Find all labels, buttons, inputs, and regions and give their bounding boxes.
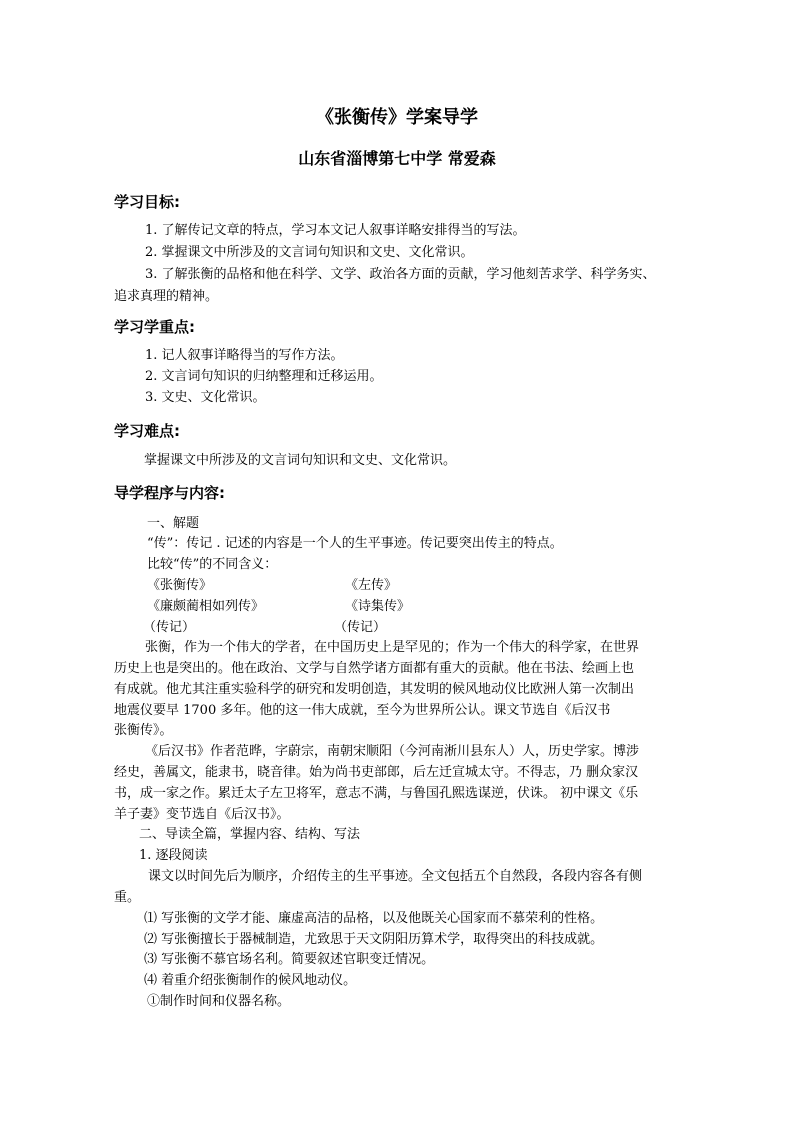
goal-item-1: 1. 了解传记文章的特点，学习本文记人叙事详略安排得当的写法。 — [145, 223, 526, 238]
procedure-line: “传”：传记 . 记述的内容是一个人的生平事迹。传记要突出传主的特点。 — [147, 536, 563, 551]
procedure-line: 羊子妻》变节选自《后汉书》。 — [114, 807, 290, 822]
compare-item: 《诗集传》 — [345, 599, 411, 614]
procedure-line: 地震仪要早 1700 多年。他的这一伟大成就，至今为世界所公认。课文节选自《后汉书 — [114, 703, 611, 718]
compare-item: 《左传》 — [345, 578, 398, 593]
compare-meaning: （传记） — [143, 620, 196, 635]
procedure-line: 有成就。他尤其注重实验科学的研究和发明创造，其发明的候风地动仪比欧洲人第一次制出 — [114, 682, 635, 697]
goal-item-3: 3. 了解张衡的品格和他在科学、文学、政治各方面的贡献，学习他刻苦求学、科学务实、 — [145, 267, 656, 282]
goal-item-2: 2. 掌握课文中所涉及的文言词句知识和文史、文化常识。 — [145, 245, 474, 260]
compare-item: 《廉颇蔺相如列传》 — [147, 599, 265, 614]
difficulties-text: 掌握课文中所涉及的文言词句知识和文史、文化常识。 — [144, 453, 457, 468]
paragraph-summary: ⑶ 写张衡不慕官场名利。简要叙述官职变迁情况。 — [144, 952, 435, 967]
compare-meaning: （传记） — [334, 620, 387, 635]
heading-goals: 学习目标: — [114, 193, 180, 211]
paragraph-summary: ⑴ 写张衡的文学才能、廉虚高洁的品格，以及他既关心国家而不慕荣利的性格。 — [144, 911, 604, 926]
procedure-line: 经史，善属文，能隶书，晓音律。始为尚书吏部郎，后左迁宣城太守。不得志，乃 删众家汉 — [114, 765, 639, 780]
procedure-line: ①制作时间和仪器名称。 — [147, 994, 291, 1009]
procedure-line: 《后汉书》作者范晔，字蔚宗，南朝宋顺阳（今河南淅川县东人）人，历史学家。博涉 — [145, 744, 640, 759]
key-point-1: 1. 记人叙事详略得当的写作方法。 — [145, 348, 344, 363]
document-title: 《张衡传》学案导学 — [316, 107, 478, 128]
procedure-line: 张衡，作为一个伟大的学者，在中国历史上是罕见的；作为一个伟大的科学家，在世界 — [145, 640, 640, 655]
key-point-2: 2. 文言词句知识的归纳整理和迁移运用。 — [145, 369, 383, 384]
procedure-line: 比较“传”的不同含义： — [147, 557, 278, 572]
compare-item: 《张衡传》 — [147, 578, 213, 593]
document-subtitle: 山东省淄博第七中学 常爱森 — [298, 149, 496, 168]
paragraph-summary: ⑷ 着重介绍张衡制作的候风地动仪。 — [144, 973, 357, 988]
goal-item-3-cont: 追求真理的精神。 — [114, 289, 219, 304]
procedure-line: 历史上也是突出的。他在政治、文学与自然学诸方面都有重大的贡献。他在书法、绘画上也 — [114, 661, 635, 676]
heading-key-points: 学习学重点: — [114, 318, 195, 336]
heading-difficulties: 学习难点: — [114, 422, 180, 440]
procedure-line: 课文以时间先后为顺序，介绍传主的生平事迹。全文包括五个自然段，各段内容各有侧 — [148, 869, 643, 884]
procedure-line: 张衡传》。 — [114, 723, 173, 738]
procedure-line: 重。 — [114, 890, 141, 905]
procedure-line: 1. 逐段阅读 — [139, 848, 208, 863]
procedure-line: 书，成一家之作。累迁太子左卫将军，意志不满，与鲁国孔熙选谋逆，伏诛。 初中课文《乐 — [114, 786, 639, 801]
paragraph-summary: ⑵ 写张衡擅长于器械制造，尤致思于天文阴阳历算术学，取得突出的科技成就。 — [144, 932, 604, 947]
procedure-line: 一、解题 — [147, 516, 200, 531]
key-point-3: 3. 文史、文化常识。 — [145, 390, 266, 405]
heading-procedure: 导学程序与内容: — [114, 484, 225, 502]
procedure-line: 二、导读全篇，掌握内容、结构、写法 — [139, 827, 361, 842]
